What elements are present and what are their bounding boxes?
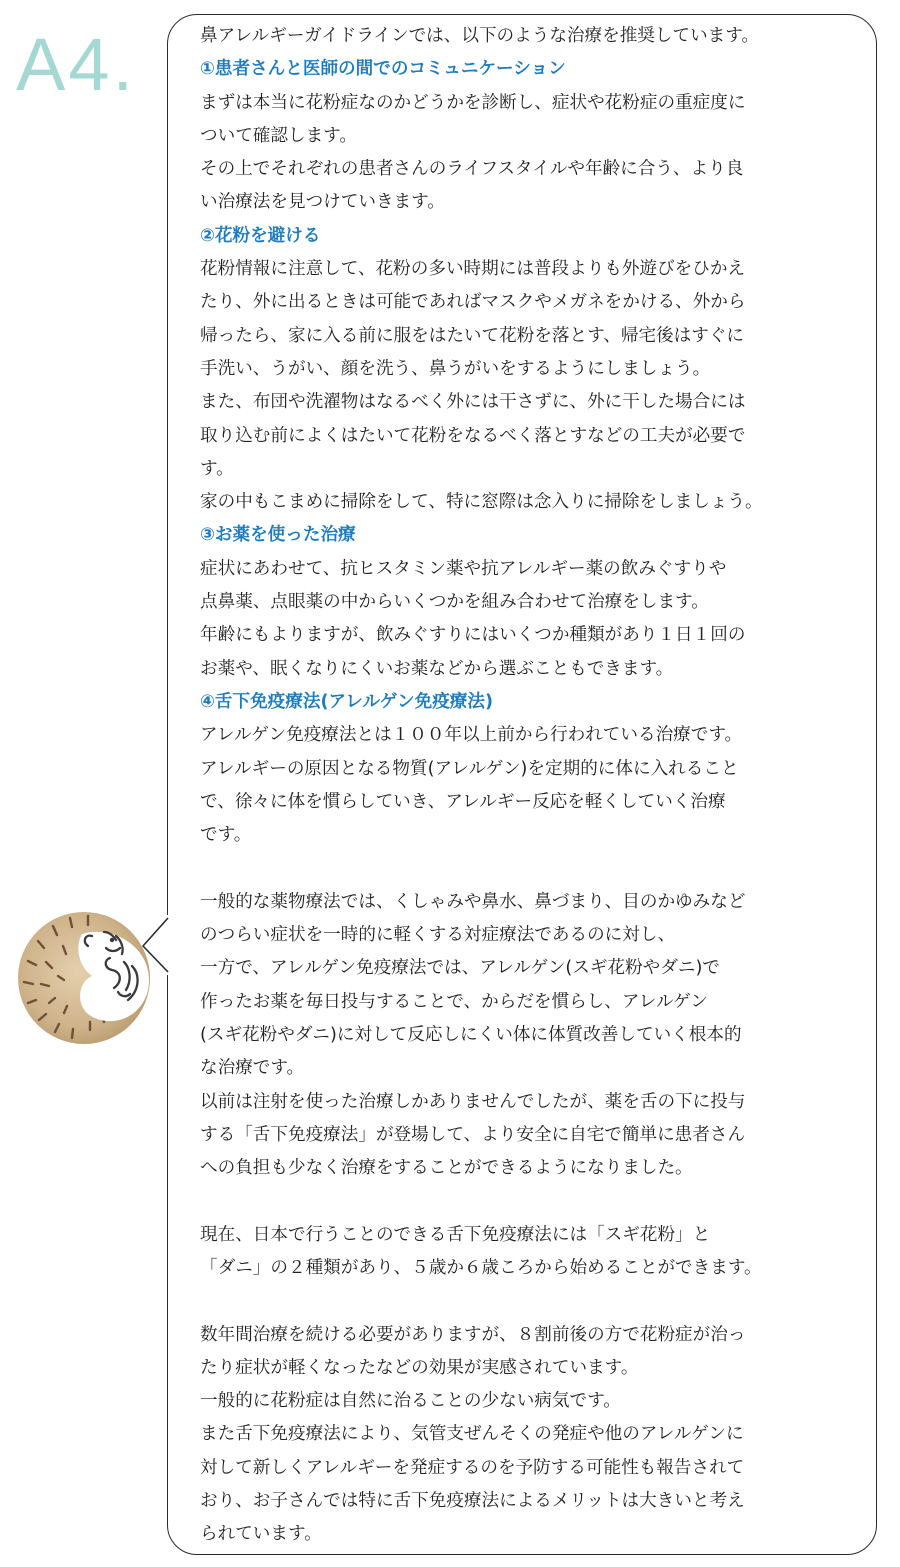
body-text-line: たり、外に出るときは可能であればマスクやメガネをかける、外から	[200, 292, 746, 313]
section-heading: ④舌下免疫療法(アレルゲン免疫療法)	[200, 691, 494, 712]
body-text-line: への負担も少なく治療をすることができるようになりました。	[200, 1158, 693, 1179]
body-text-line: 家の中もこまめに掃除をして、特に窓際は念入りに掃除をしましょう。	[200, 492, 763, 513]
body-text-line: 一方で、アレルゲン免疫療法では、アレルゲン(スギ花粉やダニ)で	[200, 958, 720, 979]
blank-line	[200, 1285, 868, 1318]
body-text-line: 点鼻薬、点眼薬の中からいくつかを組み合わせて治療をします。	[200, 592, 709, 613]
answer-label: A4.	[16, 23, 137, 106]
body-text-line: 手洗い、うがい、顔を洗う、鼻うがいをするようにしましょう。	[200, 358, 711, 379]
body-text-line: お薬や、眠くなりにくいお薬などから選ぶこともできます。	[200, 658, 674, 679]
body-text-line: たり症状が軽くなったなどの効果が実感されています。	[200, 1357, 639, 1378]
body-text-line: おり、お子さんでは特に舌下免疫療法によるメリットは大きいと考え	[200, 1491, 745, 1512]
blank-line	[200, 1185, 868, 1218]
body-text-line: 現在、日本で行うことのできる舌下免疫療法には「スギ花粉」と	[200, 1224, 711, 1245]
body-text-line: また、布団や洗濯物はなるべく外には干さずに、外に干した場合には	[200, 392, 746, 413]
section-heading: ③お薬を使った治療	[200, 525, 356, 546]
body-text-line: する「舌下免疫療法」が登場して、より安全に自宅で簡単に患者さん	[200, 1124, 746, 1145]
body-text-line: 鼻アレルギーガイドラインでは、以下のような治療を推奨しています。	[200, 26, 760, 46]
body-text-line: まずは本当に花粉症なのかどうかを診断し、症状や花粉症の重症度に	[200, 92, 746, 113]
body-text-line: な治療です。	[200, 1058, 305, 1079]
body-text-line: また舌下免疫療法により、気管支ぜんそくの発症や他のアレルゲンに	[200, 1424, 744, 1445]
section-heading: ①患者さんと医師の間でのコミュニケーション	[200, 59, 566, 80]
body-text-line: られています。	[200, 1524, 322, 1545]
body-text-line: 取り込む前によくはたいて花粉をなるべく落とすなどの工夫が必要で	[200, 425, 746, 446]
body-text-line: アレルゲン免疫療法とは１００年以上前から行われている治療です。	[200, 725, 743, 746]
body-text-line: す。	[200, 458, 234, 479]
body-text-line: 一般的な薬物療法では、くしゃみや鼻水、鼻づまり、目のかゆみなど	[200, 891, 746, 912]
body-text-line: です。	[200, 825, 252, 846]
body-text-line: 一般的に花粉症は自然に治ることの少ない病気です。	[200, 1391, 621, 1412]
body-text-line: 花粉情報に注意して、花粉の多い時期には普段よりも外遊びをひかえ	[200, 259, 746, 280]
body-text-line: 帰ったら、家に入る前に服をはたいて花粉を落とす、帰宅後はすぐに	[200, 325, 745, 346]
body-text-line: (スギ花粉やダニ)に対して反応しにくい体に体質改善していく根本的	[200, 1024, 742, 1045]
body-text-line: 「ダニ」の２種類があり、５歳か６歳ころから始めることができます。	[200, 1257, 762, 1278]
body-text-line: 症状にあわせて、抗ヒスタミン薬や抗アレルギー薬の飲みぐすりや	[200, 558, 727, 579]
body-text-line: 年齢にもよりますが、飲みぐすりにはいくつか種類があり１日１回の	[200, 625, 746, 646]
body-text-line: 数年間治療を続ける必要がありますが、８割前後の方で花粉症が治っ	[200, 1324, 746, 1345]
body-text-line: 対して新しくアレルギーを発症するのを予防する可能性も報告されて	[200, 1457, 745, 1478]
body-text-line: のつらい症状を一時的に軽くする対症療法であるのに対し、	[200, 925, 676, 946]
body-text-line: その上でそれぞれの患者さんのライフスタイルや年齢に合う、より良	[200, 159, 744, 180]
section-heading: ②花粉を避ける	[200, 225, 321, 246]
hedgehog-mascot-icon	[8, 896, 168, 1051]
body-text-line: ついて確認します。	[200, 125, 357, 146]
blank-line	[200, 852, 868, 885]
body-text-line: アレルギーの原因となる物質(アレルゲン)を定期的に体に入れること	[200, 758, 739, 779]
body-text-line: で、徐々に体を慣らしていき、アレルギー反応を軽くしていく治療	[200, 791, 726, 812]
answer-text	[200, 20, 868, 1552]
body-text-line: 作ったお薬を毎日投与することで、からだを慣らし、アレルゲン	[200, 991, 709, 1012]
body-text-line: い治療法を見つけていきます。	[200, 192, 445, 213]
body-text-line: 以前は注射を使った治療しかありませんでしたが、薬を舌の下に投与	[200, 1091, 746, 1112]
